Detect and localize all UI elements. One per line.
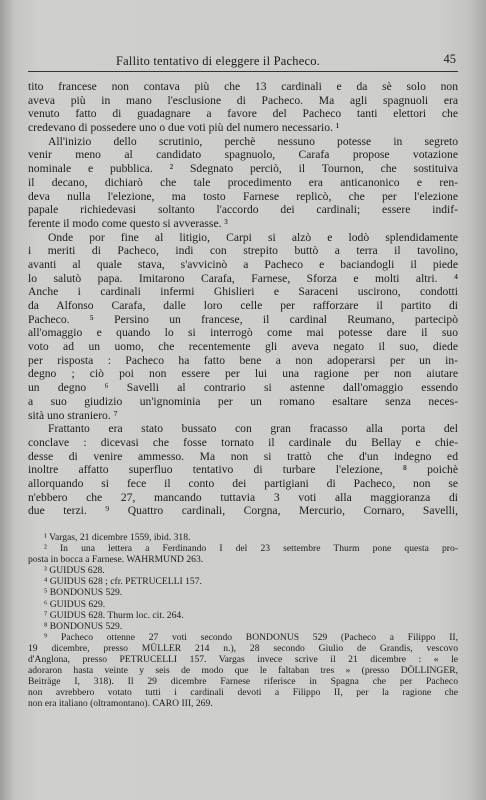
footnote-line: ² In una lettera a Ferdinando I del 23 settembre Thurm pone questa pro- — [44, 543, 458, 555]
text-line: degno ; ciò poi non essere per lui una ragione per non aiutare — [28, 367, 458, 381]
header-rule — [28, 71, 458, 72]
running-title: Fallito tentativo di eleggere il Pacheco. — [116, 54, 320, 68]
text-line: da Alfonso Carafa, dalle loro celle per rafforzare il partito di — [28, 299, 458, 312]
footnotes — [28, 532, 458, 710]
text-line: aveva più in mano l'esclusione di Pacheco. Ma agli spagnuoli era — [28, 93, 458, 107]
footnote-line: posta in bocca a Farnese. WAHRMUND 263. — [28, 554, 204, 566]
text-line: per risposta : Pacheco ha fatto bene a non adoperarsi per un in- — [28, 353, 458, 367]
text-line: papale richiedevasi soltanto l'accordo dei cardinali; essere indif- — [28, 203, 458, 217]
footnote-line: ⁷ GUIDUS 628. Thurm loc. cit. 264. — [44, 609, 184, 621]
text-line: Anche i cardinali infermi Ghislieri e Saraceni uscirono, condotti — [28, 285, 458, 299]
text-line: all'omaggio e quando lo si interrogò come mai potesse dare il suo — [28, 326, 458, 340]
text-line: due terzi. ⁹ Quattro cardinali, Corgna, Mercurio, Cornaro, Savelli, — [28, 504, 458, 518]
main-text — [28, 80, 458, 518]
footnote-line: non avrebbero votato tutti i cardinali devoti a Filippo II, per la ragione che — [28, 687, 458, 699]
footnote-line: ⁴ GUIDUS 628 ; cfr. PETRUCELLI 157. — [44, 576, 202, 588]
footnote-line: 19 dicembre, presso MÜLLER 214 n.), 28 secondo Giulio de Grandis, vescovo — [28, 642, 458, 654]
text-line: nominale e pubblica. ² Sdegnato perciò, il Tournon, che sostituiva — [28, 162, 458, 176]
page-header — [28, 50, 466, 70]
footnote-line: ⁸ BONDONUS 529. — [44, 620, 123, 632]
text-line: il decano, dichiarò che tale procedimento era anticanonico e ren- — [28, 175, 458, 189]
text-line: Onde por fine al litigio, Carpi si alzò e lodò splendidamente — [48, 230, 458, 244]
footnote-line: d'Anglona, presso PETRUCELLI 157. Vargas invece scrive il 21 dicembre : « le — [28, 654, 458, 666]
text-line: lo salutò papa. Imitarono Carafa, Farnese, Sforza e molti altri. ⁴ — [28, 271, 458, 285]
text-line: tito francese non contava più che 13 cardinali e da sè solo non — [28, 80, 458, 93]
page-number: 45 — [443, 52, 456, 66]
footnote-line: ⁹ Pacheco ottenne 27 voti secondo BONDONUS 529 (Pacheco a Filippo II, — [44, 631, 458, 643]
text-line: un degno ⁶ Savelli al contrario si astenne dall'omaggio essendo — [28, 381, 458, 395]
footnote-line: ⁵ BONDONUS 529. — [44, 587, 123, 599]
text-line: Pacheco. ⁵ Persino un francese, il cardinal Reumano, partecipò — [28, 312, 458, 326]
text-line: inoltre affatto superfluo tentativo di turbare l'elezione, ⁸ poichè — [28, 463, 458, 477]
footnote-line: adoraron hasta veinte y seis de modo que le faltaban tres » (presso DÖLLINGER, — [28, 665, 458, 677]
text-line: All'inizio dello scrutinio, perchè nessuno potesse in segreto — [48, 134, 458, 148]
text-line: ferente il modo come questo si avverasse. ³ — [28, 216, 228, 230]
footnote-line: non era italiano (oltramontano). CARO III, 269. — [28, 698, 213, 710]
text-line: avanti al quale stava, s'avvicinò a Pacheco e baciandogli il piede — [28, 257, 458, 271]
footnote-line: ³ GUIDUS 628. — [44, 565, 105, 577]
text-line: allorquando si fece il conto dei partigiani di Pacheco, non se — [28, 476, 458, 490]
text-line: desse di venire ammesso. Ma non si trattò che d'un indegno ed — [28, 449, 458, 463]
footnote-line: Beiträge I, 318). Il 29 dicembre Farnese riferisce in Spagna che per Pacheco — [28, 676, 458, 688]
text-line: venir meno al candidato spagnuolo, Carafa propose votazione — [28, 148, 458, 162]
text-line: n'ebbero che 27, mancando tuttavia 3 voti alla maggioranza di — [28, 490, 458, 504]
text-line: sità uno straniero. ⁷ — [28, 408, 118, 422]
text-line: i meriti di Pacheco, indi con strepito buttò a terra il tavolino, — [28, 244, 458, 258]
text-line: credevano di possedere uno o due voti più del numero necessario. ¹ — [28, 121, 340, 135]
text-line: voto ad un uomo, che recentemente gli aveva negato il suo, diede — [28, 340, 458, 354]
text-line: a suo giudizio un'ignominia per un romano esaltare senza neces- — [28, 394, 458, 408]
text-line: deva nulla l'elezione, ma tosto Farnese replicò, che per l'elezione — [28, 189, 458, 203]
text-line: venuto fatto di guadagnare a favore del Pacheco tanti elettori che — [28, 107, 458, 121]
text-line: conclave : dicevasi che fosse tornato il cardinale du Bellay e chie- — [28, 435, 458, 449]
footnote-line: ⁶ GUIDUS 629. — [44, 598, 106, 610]
text-line: Frattanto era stato bussato con gran fracasso alla porta del — [48, 422, 458, 436]
footnote-line: ¹ Vargas, 21 dicembre 1559, ibid. 318. — [44, 532, 191, 543]
